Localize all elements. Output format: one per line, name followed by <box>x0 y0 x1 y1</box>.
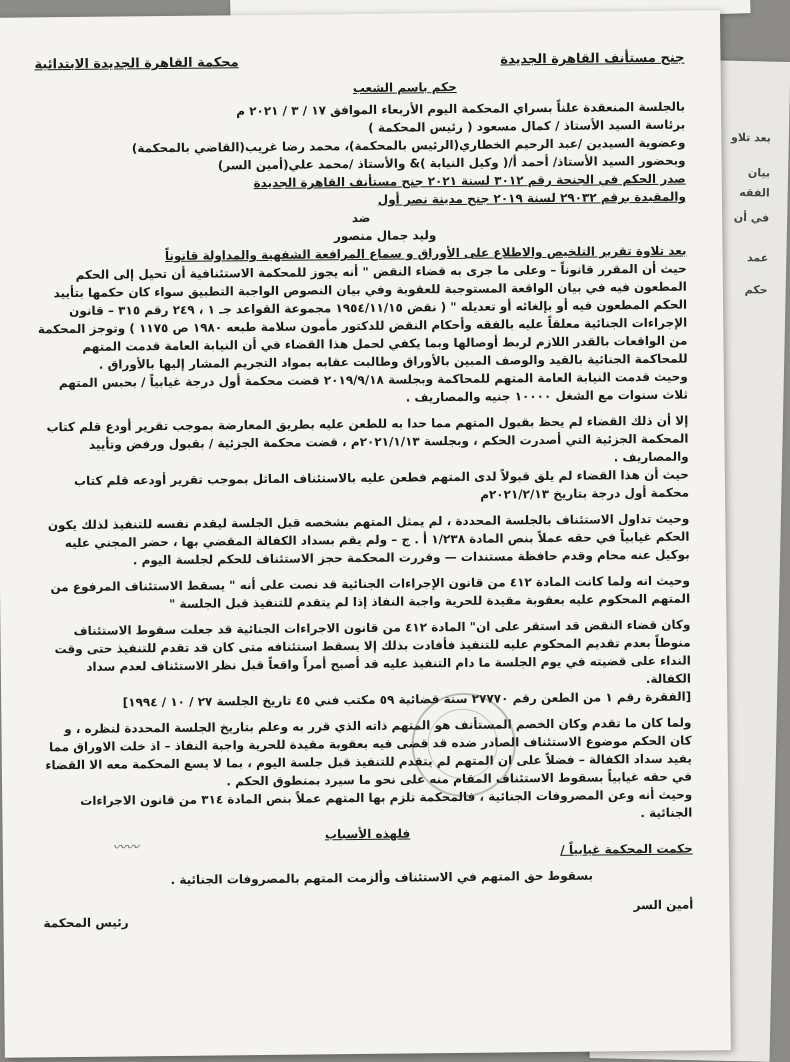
court-stamp-icon <box>411 692 516 797</box>
body-paragraph: حيث أن المقرر قانوناً – وعلى ما جرى به قضاء النقض " أنه يجوز للمحكمة الاستئنافية أن تحيل إلى الحكم المطعون فيه في بيان الواقعة المستوجبة للعقوبة وفي بيان النصوص الواجبة التطبيق سواء كان حكمها بتأييد الحكم المطعون فيه أو بإلغائه أو تعديله " ( نقض ١٩٥٤/١١/١٥ مجموعة القواعد جـ ١ ، ٢٤٩ رقم ٣١٥ – قانون الإجراءات الجنائية معلقاً عليه بالفقه وأحكام النقض للدكتور مأمون سلامة طبعه ١٩٨٠ ص ١١٧٥ ) وتوجز المحكمة من الواقعات بالقدر اللازم لربط أوصالها وبما يكفي لحمل هذا القضاء في أن النيابة العامة قدمت المتهم للمحاكمة الجنائية بالقيد والوصف المبين بالأوراق وطالبت عقابه بمواد التجريم المشار إليها بالأوراق . <box>37 261 688 372</box>
body-paragraph: وحيث أنه وعن المصروفات الجنائية ، فالمحكمة تلزم بها المتهم عملاً بنص المادة ٣١٤ من قانون الاجراءات الجنائية . <box>80 787 693 821</box>
document-content <box>34 51 693 931</box>
citation-line: [الفقرة رقم ١ من الطعن رقم ٢٧٧٧٠ سنة قضائية ٥٩ مكتب فني ٤٥ تاريخ الجلسة ٢٧ / ١٠ / ١٩٩٤] <box>122 689 692 710</box>
court-name-right: جنح مستأنف القاهرة الجديدة <box>500 50 685 68</box>
members-line: وعضوية السيدين /عبد الرحيم الخطاري(الرئيس بالمحكمة)، محمد رضا غريب(القاضي بالمحكمة) <box>131 135 686 156</box>
background-page-line: حكم <box>744 283 768 297</box>
verdict-title: حكم باسم الشعب <box>352 79 457 96</box>
body-paragraph: وحيث قدمت النيابة العامة المتهم للمحاكمة وبجلسة ٢٠١٩/٩/١٨ قضت محكمة أول درجة غيابياً / بحبس المتهم ثلاث سنوات مع الشغل ١٠٠٠٠ جنيه والمصاريف . <box>58 369 689 405</box>
against-label: ضد <box>351 210 371 226</box>
reasons-title: فلهذه الأسباب <box>324 826 411 842</box>
ruling-lead: حكمت المحكمة غيابياً / <box>560 841 693 857</box>
background-page-line: الفقه <box>739 185 770 200</box>
body-paragraph: ولما كان ما تقدم وكان الخصم المستأنف هو المتهم ذاته الذي قرر به وعلم بتاريخ الجلسة المحددة لنظره ، و كان الحكم موضوع الاستئناف الصادر ضده قد قضى فيه بعقوبة مقيدة للحرية واجبة النفاذ – اذ خلت الاوراق مما يفيد سداد الكفالة – فضلاً على ان المتهم لم يتقدم للتنفيذ قبل جلسة اليوم ، بما لا يسع المحكمة معه الا القضاء في حقه غيابياً بسقوط الاستئناف المقام منه على نحو ما سيرد بمنطوق الحكم . <box>45 715 693 789</box>
session-line: بالجلسة المنعقدة علناً بسراي المحكمة اليوم الأربعاء الموافق ١٧ / ٣ / ٢٠٢١ م <box>236 99 686 119</box>
signature-mark-icon: 〰〰 <box>112 840 139 856</box>
presiding-line: برئاسة السيد الأستاذ / كمال مسعود ( رئيس المحكمة ) <box>368 117 686 135</box>
body-paragraph: حيث أن هذا القضاء لم يلق قبولاً لدى المتهم فطعن عليه بالاستئناف الماثل بموجب تقرير أودعه قلم كتاب محكمة أول درجة بتاريخ ٢٠٢١/٢/١٣م <box>73 467 690 502</box>
document-header <box>34 51 684 73</box>
signature-row <box>43 898 693 931</box>
body-paragraph: وكان قضاء النقض قد استقر على ان" المادة ٤١٢ من قانون الاجراءات الجنائية قد جعلت سقوط الاستئناف منوطاً بعدم تقديم المحكوم عليه للتنفيذ فأفادت بذلك إلا يسقط استئنافه متى كان قد تقدم للتنفيذ حتى وقت النداء على قضيته في يوم الجلسة ما دام التنفيذ عليه قد أصبح أمراً واقعاً قبل نظر الاستئناف لعدم سداد الكفالة. <box>54 617 692 687</box>
background-page-line: عمد <box>746 251 769 265</box>
attendance-line: وبحضور السيد الأستاذ/ أحمد أ/( وكيل النيابة )& والأستاذ /محمد علي(أمين السر) <box>217 153 686 173</box>
background-page-line: في أن <box>733 210 770 225</box>
document-page <box>0 10 731 1058</box>
secretary-label: أمين السر <box>633 897 694 913</box>
body-paragraph: وحيث انه ولما كانت المادة ٤١٢ من قانون الإجراءات الجنائية قد نصت على أنه " يسقط الاستئناف المرفوع من المتهم المحكوم عليه بعقوبة مقيدة للحرية واجبة النفاذ إذا لم يتقدم للتنفيذ قبل الجلسة " <box>50 573 691 611</box>
ruling-text: بسقوط حق المتهم في الاستئناف وألزمت المتهم بالمصروفات الجنائية . <box>170 868 594 887</box>
case-number-line: صدر الحكم في الجنحة رقم ٣٠١٢ لسنة ٢٠٢١ جنح مستأنف القاهرة الجديدة <box>253 171 686 191</box>
president-label: رئيس المحكمة <box>43 915 129 931</box>
body-paragraph: وحيث تداول الاستئناف بالجلسة المحددة ، لم يمثل المتهم بشخصه قبل الجلسة ليقدم نفسه للتنفيذ لذلك يكون الحكم غيابياً في حقه عملاً بنص المادة ١/٢٣٨ أ . ج – ولم يقم بسداد الكفالة المقضي بها ، حضر المجني عليه بوكيل عنه محام وقدم حافظة مستندات — وقررت المحكمة حجز الاستئناف للحكم لجلسة اليوم . <box>47 511 690 568</box>
body-paragraph: إلا أن ذلك القضاء لم يحظ بقبول المتهم مما حدا به للطعن عليه بطريق المعارضة بموجب تقرير أودع قلم كتاب المحكمة الجزئية التي أصدرت الحكم ، وبجلسة ٢٠٢١/١/١٣م ، قضت محكمة الجزئية / بقبول ورفض وتأييد والمصاريف . <box>46 413 689 465</box>
preamble-line: بعد تلاوة تقرير التلخيص والاطلاع على الأوراق و سماع المرافعة الشفهية والمداولة قانوناً <box>164 243 687 264</box>
defendant-name: وليد جمال منصور <box>333 228 437 244</box>
background-page-line: بيان <box>747 166 771 180</box>
court-name-left: محكمة القاهرة الجديدة الابتدائية <box>34 55 239 73</box>
background-page-line: بعد تلاو <box>730 130 771 145</box>
registry-line: والمقيدة برقم ٢٩٠٣٢ لسنة ٢٠١٩ جنح مدينة نصر أول <box>377 189 687 207</box>
